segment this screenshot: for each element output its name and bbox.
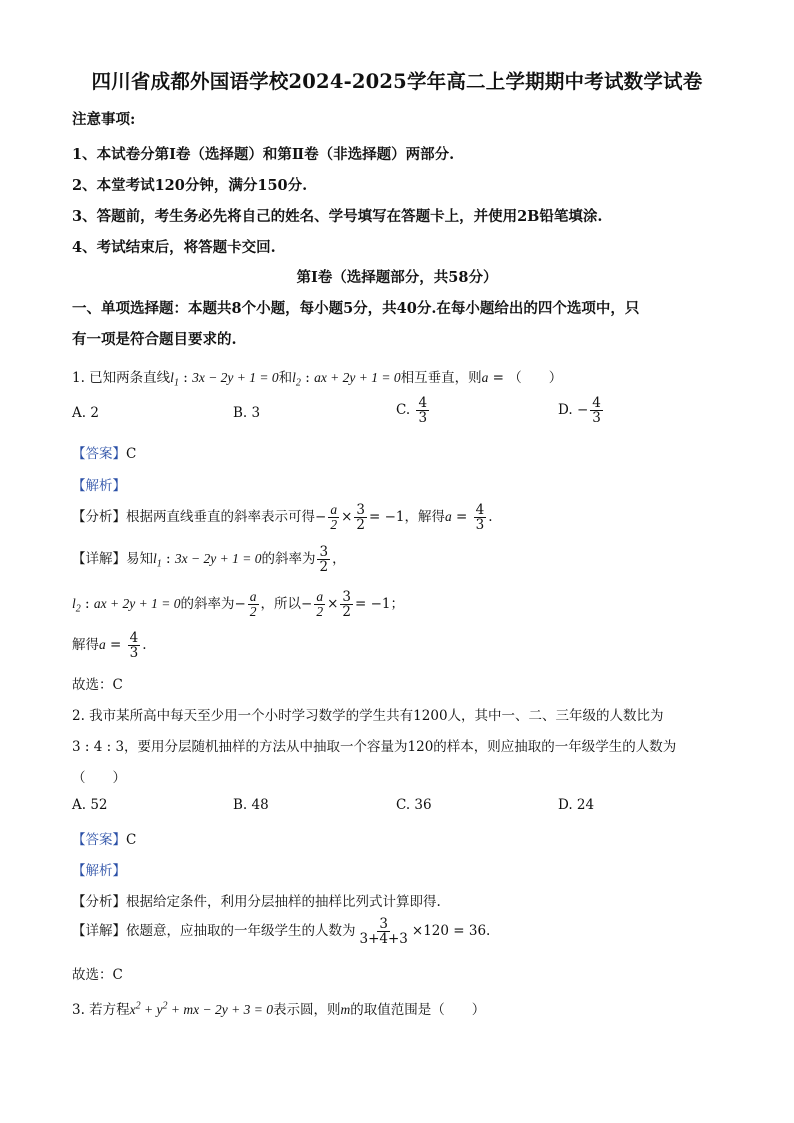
q1-option-d — [558, 396, 605, 425]
q1-answer — [72, 442, 136, 462]
fenxi-tag: 【分析】 — [72, 894, 126, 910]
q1-l2-slope-text: 的斜率为 — [180, 596, 235, 613]
q1-xiangjie-line2: $l_2$ : ax + 2y + 1 = 0的斜率为− $\frac{a}{2}$ ，所以− $\frac{a}{2}$ × $\frac{3}{2}$ = −1； — [72, 589, 405, 621]
q1-fenxi: 【分析】根据两直线垂直的斜率表示可得− $\frac{a}{2}$ × $\frac{3}{2}$ = −1，解得a = $\frac{4}{3}$ . — [72, 502, 493, 534]
question-3 — [72, 998, 485, 1018]
notice-item-1: 1、本试卷分第Ⅰ卷（选择题）和第Ⅱ卷（非选择题）两部分. — [72, 146, 455, 163]
question-1: 1. 已知两条直线$l_1$ : 3x − 2y + 1 = 0和$l_2$ : ax + 2y + 1 = 0相互垂直，则a = （ ） — [72, 370, 563, 389]
q1-mid: 和 — [278, 370, 293, 386]
notice-heading: 注意事项: — [72, 111, 136, 128]
notice-item-3: 3、答题前，考生务必先将自己的姓名、学号填写在答题卡上，并使用2B铅笔填涂. — [72, 208, 603, 225]
q1-fenxi-mid: ，解得 — [404, 509, 445, 526]
q1-xiangjie-l1: 3x − 2y + 1 = 0 — [174, 551, 262, 567]
q2-fenxi-text: 根据给定条件，利用分层抽样的抽样比列式计算即得. — [126, 894, 441, 910]
notice-item-4: 4、考试结束后，将答题卡交回. — [72, 239, 276, 256]
section1-line2: 有一项是符合题目要求的. — [72, 331, 237, 348]
q1-slope-text: 的斜率为 — [261, 551, 316, 568]
q2-line3: （ ） — [72, 770, 126, 786]
fenxi-tag: 【分析】 — [72, 509, 126, 526]
q1-suoyi: ，所以 — [260, 596, 302, 613]
q1-option-c — [396, 396, 431, 425]
q2-answer-value: C — [126, 832, 137, 848]
q3-suffix: 表示圆，则 — [272, 1002, 341, 1018]
q2-xiangjie — [72, 917, 490, 946]
q1-option-b: B. 3 — [233, 405, 261, 421]
q1-l1-equation: 3x − 2y + 1 = 0 — [192, 370, 279, 385]
q1-l1-symbol: $l_1$ — [170, 370, 179, 389]
q1-option-c-fraction: $\frac{4}{3}$ — [418, 395, 428, 427]
part1-heading: 第Ⅰ卷（选择题部分，共58分） — [296, 269, 498, 286]
q1-suffix: 相互垂直，则 — [400, 370, 482, 386]
q3-prefix: 3. 若方程 — [72, 1002, 130, 1018]
q2-option-a: A. 52 — [72, 797, 108, 813]
q1-option-d-fraction: $\frac{4}{3}$ — [592, 395, 601, 427]
q1-fenxi-text: 根据两直线垂直的斜率表示可得 — [126, 509, 315, 526]
notice-item-2: 2、本堂考试120分钟，满分150分. — [72, 177, 308, 194]
q1-xiangjie-text: 易知 — [126, 551, 153, 568]
section1-line1: 一、单项选择题：本题共8个小题，每小题5分，共40分.在每小题给出的四个选项中，只 — [72, 300, 640, 317]
q3-var: m — [340, 1002, 351, 1017]
q2-frac-den: 3+4+3 — [359, 931, 408, 948]
q1-option-c-label: C. — [396, 402, 411, 419]
q2-choose: 故选：C — [72, 967, 123, 983]
q2-option-b: B. 48 — [233, 797, 269, 813]
q1-option-d-label: D. — [558, 402, 573, 419]
q2-option-c: C. 36 — [396, 797, 432, 813]
q1-jiede: 解得 — [72, 637, 99, 654]
q2-answer — [72, 828, 136, 848]
q1-xiangjie-l2: ax + 2y + 1 = 0 — [93, 596, 181, 612]
xiangjie-tag: 【详解】 — [72, 551, 126, 568]
q2-analysis-tag — [72, 859, 126, 879]
q1-l2-equation: ax + 2y + 1 = 0 — [314, 370, 401, 385]
q2-frac-num: 3 — [379, 916, 388, 932]
answer-tag: 【答案】 — [72, 832, 126, 848]
xiangjie-tag: 【详解】 — [72, 923, 126, 940]
q1-xiangjie: 【详解】易知$l_1$ : 3x − 2y + 1 = 0的斜率为 $\frac{3}{2}$ ， — [72, 544, 346, 576]
q2-line2: 3 : 4 : 3，要用分层随机抽样的方法从中抽取一个容量为120的样本，则应抽取的一年级学生的人数为 — [72, 739, 677, 755]
q2-fenxi — [72, 890, 441, 910]
q1-choose: 故选：C — [72, 677, 123, 693]
q2-xiangjie-text: 依题意，应抽取的一年级学生的人数为 — [126, 923, 356, 940]
analysis-tag: 【解析】 — [72, 863, 126, 879]
q2-tail: ×120 = 36. — [411, 923, 491, 940]
q1-solution: 解得a = $\frac{4}{3}$ . — [72, 630, 147, 662]
q1-prefix: 1. 已知两条直线 — [72, 370, 171, 386]
q1-l2-symbol: $l_2$ — [292, 370, 301, 389]
q1-var-a: a — [481, 370, 489, 385]
q3-tail: 的取值范围是（ ） — [350, 1002, 486, 1018]
analysis-tag: 【解析】 — [72, 478, 126, 494]
q2-option-d: D. 24 — [558, 797, 595, 813]
q1-answer-value: C — [126, 446, 137, 462]
page-title: 四川省成都外国语学校2024-2025学年高二上学期期中考试数学试卷 — [91, 70, 703, 93]
q2-line1: 2. 我市某所高中每天至少用一个小时学习数学的学生共有1200人，其中一、二、三年级的人数比为 — [72, 708, 664, 724]
answer-tag: 【答案】 — [72, 446, 126, 462]
q1-analysis-tag — [72, 474, 126, 494]
q1-option-a: A. 2 — [72, 405, 99, 421]
q1-option-d-sign: − — [576, 402, 589, 419]
q1-blank: （ ） — [508, 370, 563, 386]
q3-equation: $x^2 + y^2$ + mx − 2y + 3 = 0 — [129, 1000, 273, 1017]
